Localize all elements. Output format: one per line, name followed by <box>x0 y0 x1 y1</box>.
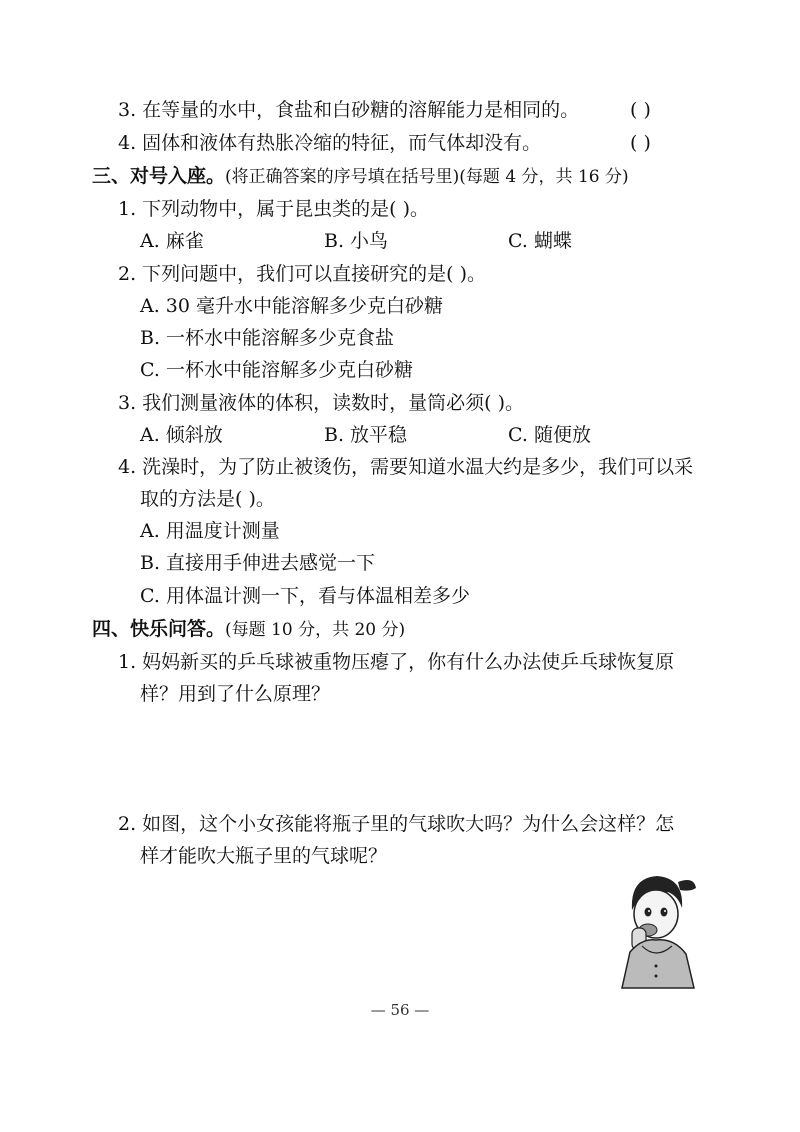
choice-question-4-line1: 4. 洗澡时，为了防止被烫伤，需要知道水温大约是多少，我们可以采 <box>118 456 694 478</box>
section-4-title: 四、快乐问答。 <box>92 618 226 640</box>
choice-q3-option-b[interactable]: B. 放平稳 <box>324 424 408 446</box>
judgement-question-3-text: 3. 在等量的水中，食盐和白砂糖的溶解能力是相同的。 <box>118 99 580 121</box>
choice-question-1: 1. 下列动物中，属于昆虫类的是( )。 <box>118 198 430 220</box>
choice-q1-option-c[interactable]: C. 蝴蝶 <box>508 230 572 252</box>
choice-q2-option-a[interactable]: A. 30 毫升水中能溶解多少克白砂糖 <box>140 295 444 317</box>
choice-q2-option-b[interactable]: B. 一杯水中能溶解多少克食盐 <box>140 327 395 349</box>
page-number: — 56 — <box>370 1001 430 1019</box>
choice-question-2: 2. 下列问题中，我们可以直接研究的是( )。 <box>118 263 487 285</box>
essay-question-2-line2: 样才能吹大瓶子里的气球呢？ <box>140 845 388 867</box>
girl-blowing-balloon-icon <box>612 870 702 990</box>
judgement-question-4-answer-blank[interactable]: ( ) <box>630 132 651 154</box>
choice-question-3: 3. 我们测量液体的体积，读数时，量筒必须( )。 <box>118 392 525 414</box>
choice-q3-option-c[interactable]: C. 随便放 <box>508 424 591 446</box>
choice-question-4-line2: 取的方法是( )。 <box>140 488 275 510</box>
choice-q1-option-a[interactable]: A. 麻雀 <box>140 230 204 252</box>
section-4-heading <box>92 617 405 642</box>
judgement-question-4 <box>118 131 698 155</box>
judgement-question-3-answer-blank[interactable]: ( ) <box>630 99 651 121</box>
section-3-title: 三、对号入座。 <box>92 165 226 187</box>
judgement-question-4-text: 4. 固体和液体有热胀冷缩的特征，而气体却没有。 <box>118 132 542 154</box>
section-3-heading <box>92 164 629 189</box>
choice-q1-option-b[interactable]: B. 小鸟 <box>324 230 389 252</box>
choice-q3-option-a[interactable]: A. 倾斜放 <box>140 424 223 446</box>
choice-q4-option-c[interactable]: C. 用体温计测一下，看与体温相差多少 <box>140 585 470 607</box>
judgement-question-3 <box>118 98 698 122</box>
choice-q4-option-b[interactable]: B. 直接用手伸进去感觉一下 <box>140 552 376 574</box>
choice-q2-option-c[interactable]: C. 一杯水中能溶解多少克白砂糖 <box>140 359 413 381</box>
section-3-note: (将正确答案的序号填在括号里)(每题 4 分，共 16 分) <box>225 167 629 187</box>
essay-question-2-line1: 2. 如图，这个小女孩能将瓶子里的气球吹大吗？为什么会这样？怎 <box>118 813 675 835</box>
section-4-note: (每题 10 分，共 20 分) <box>225 620 406 640</box>
essay-question-1-line2: 样？用到了什么原理？ <box>140 683 331 705</box>
choice-q4-option-a[interactable]: A. 用温度计测量 <box>140 520 280 542</box>
essay-question-1-line1: 1. 妈妈新买的乒乓球被重物压瘪了，你有什么办法使乒乓球恢复原 <box>118 651 675 673</box>
